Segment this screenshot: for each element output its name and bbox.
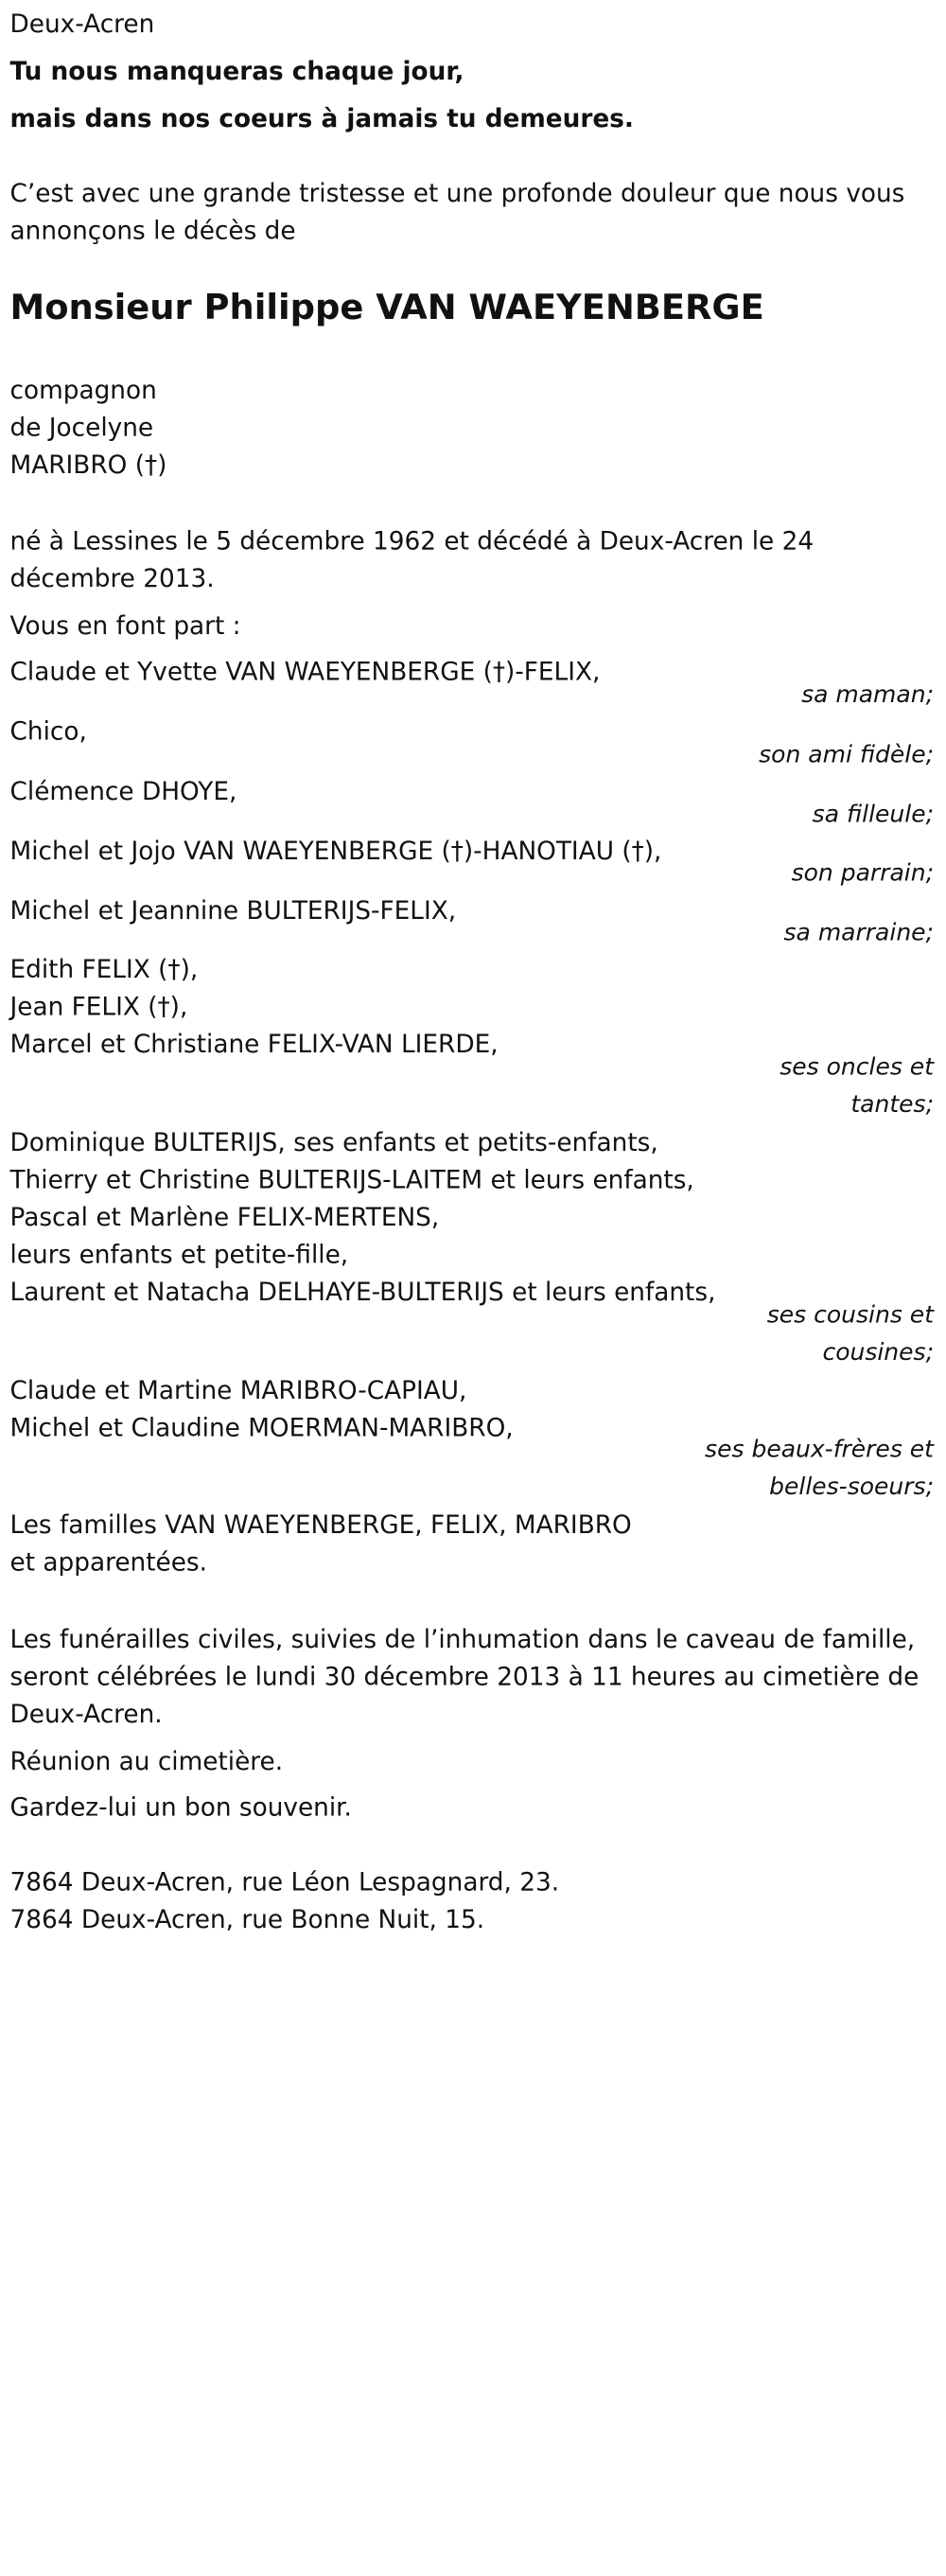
funeral-text: Les funérailles civiles, suivies de l’inhumation dans le caveau de famille, seront célébrées le lundi 30 décembre 2013 à 11 heures au cimetière de Deux-Acren. xyxy=(9,1624,920,1729)
mourner-relation: ses oncles et tantes; xyxy=(780,1053,934,1119)
address-line: 7864 Deux-Acren, rue Bonne Nuit, 15. xyxy=(9,1904,485,1934)
mourner-group xyxy=(10,772,237,809)
families-line: et apparentées. xyxy=(9,1546,207,1578)
mourner-name: leurs enfants et petite-fille, xyxy=(9,1239,349,1270)
mourner-group xyxy=(10,1371,514,1446)
mourner-name: Laurent et Natacha DELHAYE-BULTERIJS et leurs enfants, xyxy=(9,1276,716,1307)
mourner-relation: sa maman; xyxy=(801,680,934,709)
mourner-name: Pascal et Marlène FELIX-MERTENS, xyxy=(9,1201,440,1232)
relation-block xyxy=(10,371,167,483)
mourner-group xyxy=(10,713,87,750)
mourner-name: Claude et Martine MARIBRO-CAPIAU, xyxy=(9,1374,467,1405)
birth-death-text: né à Lessines le 5 décembre 1962 et décédé à Deux-Acren le 24 décembre 2013. xyxy=(9,525,815,593)
mourner-name: Edith FELIX (†), xyxy=(9,954,199,984)
mourner-name: Clémence DHOYE, xyxy=(9,775,237,806)
relation-line: de Jocelyne xyxy=(9,412,154,443)
deceased-name: Monsieur Philippe VAN WAEYENBERGE xyxy=(9,286,764,328)
mourner-name: Jean FELIX (†), xyxy=(9,991,188,1022)
mourner-relation: ses cousins et cousines; xyxy=(766,1301,934,1367)
address-line: 7864 Deux-Acren, rue Léon Lespagnard, 23. xyxy=(9,1866,560,1897)
mourner-name: Claude et Yvette VAN WAEYENBERGE (†)-FELIX, xyxy=(9,656,601,687)
mourner-name: Chico, xyxy=(9,715,87,747)
intro-text: C’est avec une grande tristesse et une profonde douleur que nous vous annonçons le décès de xyxy=(9,178,905,246)
announce-label: Vous en font part : xyxy=(9,609,241,641)
mourner-relation: son ami fidèle; xyxy=(759,741,934,768)
mourner-name: Michel et Claudine MOERMAN-MARIBRO, xyxy=(9,1412,514,1442)
families-block xyxy=(10,1506,632,1580)
relation-line: MARIBRO (†) xyxy=(9,450,167,480)
mourner-name: Michel et Jeannine BULTERIJS-FELIX, xyxy=(9,895,457,926)
mourner-name: Thierry et Christine BULTERIJS-LAITEM et leurs enfants, xyxy=(9,1164,694,1195)
remember-text: Gardez-lui un bon souvenir. xyxy=(9,1791,352,1823)
mourner-group xyxy=(10,1123,716,1310)
mourner-group xyxy=(10,950,499,1062)
mourner-relation: sa marraine; xyxy=(783,919,934,947)
meeting-text: Réunion au cimetière. xyxy=(9,1746,284,1776)
place-heading: Deux-Acren xyxy=(9,9,155,39)
mourner-relation: sa filleule; xyxy=(812,801,934,829)
mourner-name: Marcel et Christiane FELIX-VAN LIERDE, xyxy=(9,1029,499,1059)
addresses-block xyxy=(10,1863,560,1938)
mourner-group xyxy=(10,653,601,690)
mourner-relation: son parrain; xyxy=(791,859,934,887)
mourner-group xyxy=(10,832,662,869)
relation-line: compagnon xyxy=(9,375,157,405)
families-line: Les familles VAN WAEYENBERGE, FELIX, MARIBRO xyxy=(9,1509,632,1540)
mourner-group xyxy=(10,891,457,928)
mourner-name: Michel et Jojo VAN WAEYENBERGE (†)-HANOTIAU (†), xyxy=(9,836,662,866)
mourner-name: Dominique BULTERIJS, ses enfants et petits-enfants, xyxy=(9,1126,658,1157)
quote-line-1: Tu nous manqueras chaque jour, xyxy=(9,56,464,86)
quote-line-2: mais dans nos coeurs à jamais tu demeures. xyxy=(9,103,634,133)
mourner-relation: ses beaux-frères et belles-soeurs; xyxy=(705,1436,934,1501)
